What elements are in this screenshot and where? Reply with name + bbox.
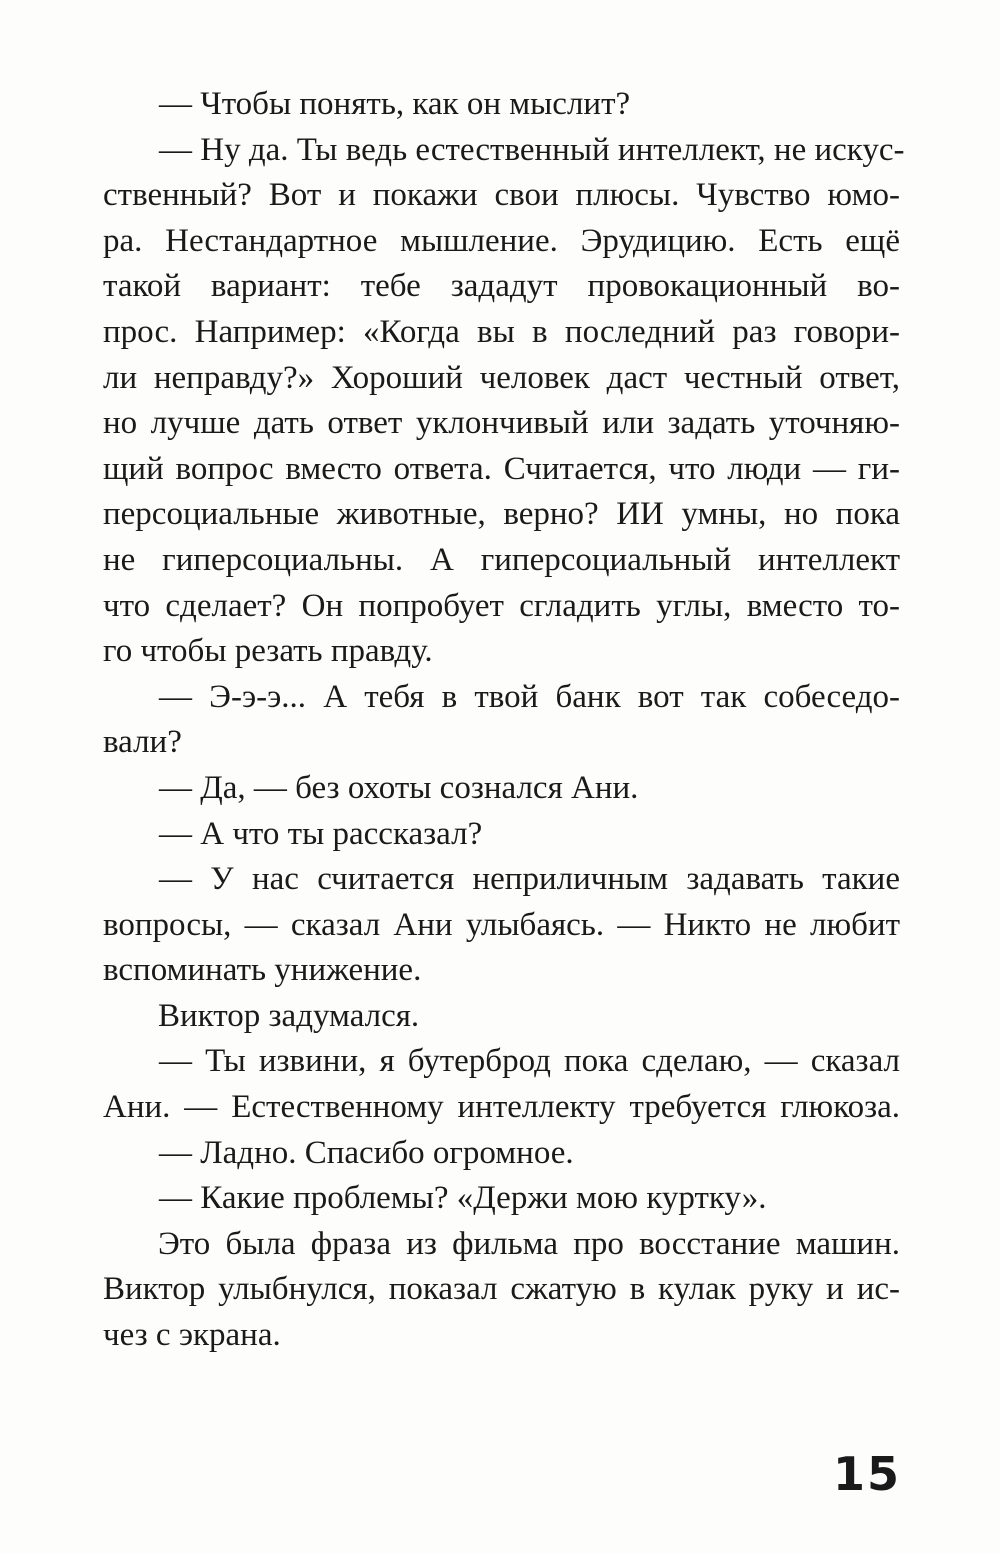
text-line: — Да, — без охоты сознался Ани. [159,769,639,806]
text-line: щий вопрос вместо ответа. Считается, что люди — ги- [103,450,900,487]
text-line: но лучше дать ответ уклончивый или задать уточняю- [103,405,900,442]
text-line: прос. Например: «Когда вы в последний раз говори- [103,313,900,350]
text-line: Ани. — Естественному интеллекту требуется глюкоза. [103,1089,900,1126]
text-line: — Чтобы понять, как он мыслит? [159,86,631,122]
text-line: го чтобы резать правду. [103,633,433,670]
text-line: Виктор улыбнулся, показал сжатую в кулак руку и ис- [103,1271,900,1308]
text-line: — Ты извини, я бутерброд пока сделаю, — сказал [159,1043,900,1080]
text-line: ра. Нестандартное мышление. Эрудицию. Есть ещё [103,222,900,259]
text-line: — У нас считается неприличным задавать такие [159,861,900,898]
text-line: Это была фраза из фильма про восстание машин. [158,1225,900,1262]
text-line: — А что ты рассказал? [159,815,483,852]
text-line: вспоминать унижение. [103,952,422,989]
text-line: — Ну да. Ты ведь естественный интеллект, не искус- [159,131,905,168]
text-line: — Ладно. Спасибо огромное. [159,1134,574,1171]
text-line: ли неправду?» Хороший человек даст честный ответ, [103,359,900,396]
text-line: — Э-э-э... А тебя в твой банк вот так собеседо- [159,678,900,715]
text-line: что сделает? Он попробует сгладить углы, вместо то- [103,587,900,624]
body-text [103,82,905,1359]
page-number: 15 [833,1447,902,1501]
text-line: не гиперсоциальны. А гиперсоциальный интеллект [103,541,900,578]
text-line: персоциальные животные, верно? ИИ умны, но пока [103,496,900,533]
text-line: вали? [103,724,182,761]
text-line: чез с экрана. [103,1317,281,1354]
text-line: вопросы, — сказал Ани улыбаясь. — Никто не любит [103,906,900,943]
text-line: ственный? Вот и покажи свои плюсы. Чувство юмо- [103,177,900,214]
text-line: — Какие проблемы? «Держи мою куртку». [159,1180,767,1217]
text-line: такой вариант: тебе зададут провокационный во- [103,268,900,305]
text-line: Виктор задумался. [158,997,420,1034]
